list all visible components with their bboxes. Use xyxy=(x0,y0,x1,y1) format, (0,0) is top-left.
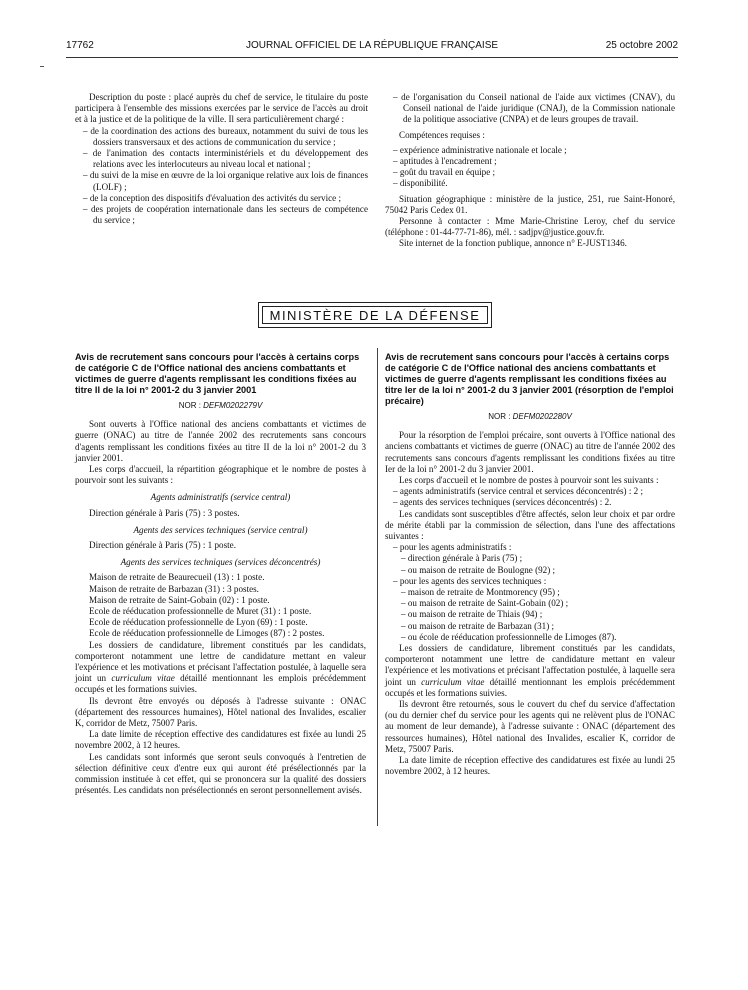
list-item: – ou école de rééducation professionnelle de Limoges (87). xyxy=(401,631,617,642)
paragraph: Les dossiers de candidature, librement constitués par les candidats, comporteront notamment une lettre de candidature mettant en valeur l'expérience et les motivations et précisant l'affectation postulée, à laquelle sera joint un curriculum vitae détaillé mentionnant les emplois précédemment occupés et les formations suivies. xyxy=(75,639,366,695)
section-heading: Agents des services techniques (services déconcentrés) xyxy=(120,557,321,568)
post-line: Ecole de rééducation professionnelle de Limoges (87) : 2 postes. xyxy=(89,628,325,639)
paragraph: Pour la résorption de l'emploi précaire, sont ouverts à l'Office national des anciens combattants et victimes de guerre (ONAC) au titre de l'année 2002 des recrutements sans concours d'agents remplissant les conditions fixées au titre Ier de la loi n° 2001-2 du 3 janvier 2001. xyxy=(385,430,675,474)
competence-item: – expérience administrative nationale et locale ; xyxy=(393,144,567,155)
section-heading: Agents des services techniques (service central) xyxy=(133,524,308,535)
section-heading: Agents administratifs (service central) xyxy=(150,492,291,503)
list-item: – pour les agents des services techniques : xyxy=(393,575,547,586)
paragraph: Les dossiers de candidature, librement constitués par les candidats, comporteront notamment une lettre de candidature mettant en valeur l'expérience et les motivations et précisant l'affectation postulée, à laquelle sera joint un curriculum vitae détaillé mentionnant les emplois précédemment occupés et les formations suivies. xyxy=(385,643,675,698)
competence-item: – goût du travail en équipe ; xyxy=(393,167,496,178)
nor-reference: NOR : DEFM0202279V xyxy=(178,401,263,410)
location: Situation géographique : ministère de la justice, 251, rue Saint-Honoré, 75042 Paris Cedex 01. xyxy=(385,193,675,215)
article-title: Avis de recrutement sans concours pour l'accès à certains corps de catégorie C de l'Office national des anciens combattants et victimes de guerre d'agents remplissant les conditions fixées au titre II de la loi n° 2001-2 du 3 janvier 2001 xyxy=(75,352,360,395)
ministry-heading-box xyxy=(258,302,492,328)
post-line: Direction générale à Paris (75) : 3 postes. xyxy=(89,507,240,518)
journal-title: JOURNAL OFFICIEL DE LA RÉPUBLIQUE FRANÇAISE xyxy=(245,40,499,51)
paragraph: Ils devront être envoyés ou déposés à l'adresse suivante : ONAC (département des ressources humaines), Hôtel national des Invalides, escalier K, corridor de Metz, 75007 Paris. xyxy=(75,695,366,729)
paragraph: Les candidats sont susceptibles d'être affectés, selon leur choix et par ordre de mérite établi par la commission de sélection, dans l'une des affectations suivantes : xyxy=(385,508,675,542)
competence-item: – aptitudes à l'encadrement ; xyxy=(393,156,497,167)
header-rule xyxy=(66,57,678,58)
competences-title: Compétences requises : xyxy=(399,129,485,140)
list-item: – ou maison de retraite de Saint-Gobain (02) ; xyxy=(401,598,569,609)
post-line: Maison de retraite de Barbazan (31) : 3 postes. xyxy=(89,583,259,594)
website-reference: Site internet de la fonction publique, annonce n° E-JUST1346. xyxy=(399,238,627,249)
list-item: – de la conception des dispositifs d'évaluation des activités du service ; xyxy=(83,192,341,203)
list-item: – agents administratifs (service central et services déconcentrés) : 2 ; xyxy=(393,486,643,497)
paragraph: Les corps d'accueil, la répartition géographique et le nombre de postes à pourvoir sont les suivants : xyxy=(75,464,366,486)
list-item: – de la coordination des actions des bureaux, notamment du suivi de tous les dossiers transversaux et des actions de communication du service ; xyxy=(83,125,368,147)
page-header xyxy=(66,40,678,54)
issue-date: 25 octobre 2002 xyxy=(605,40,678,51)
contact-person: Personne à contacter : Mme Marie-Christine Leroy, chef du service (téléphone : 01-44-77-71-86), mél. : sadjpv@justice.gouv.fr. xyxy=(385,216,675,238)
page-number: 17762 xyxy=(66,40,94,51)
post-line: Maison de retraite de Saint-Gobain (02) : 1 poste. xyxy=(89,594,270,605)
list-item: – ou maison de retraite de Thiais (94) ; xyxy=(401,609,543,620)
list-item: – de l'animation des contacts interministériels et du développement des relations avec les interlocuteurs au niveau local et national ; xyxy=(83,148,368,170)
post-line: Ecole de rééducation professionnelle de Muret (31) : 1 poste. xyxy=(89,606,312,617)
list-item: – du suivi de la mise en œuvre de la loi organique relative aux lois de finances (LOLF) ; xyxy=(83,170,368,192)
paragraph: La date limite de réception effective des candidatures est fixée au lundi 25 novembre 2002, à 12 heures. xyxy=(75,729,366,751)
list-item: – agents des services techniques (services déconcentrés) : 2. xyxy=(393,497,612,508)
list-item: – ou maison de retraite de Barbazan (31) ; xyxy=(401,620,555,631)
column-divider xyxy=(377,348,378,826)
post-line: Maison de retraite de Beaurecueil (13) : 1 poste. xyxy=(89,572,265,583)
list-item: – maison de retraite de Montmorency (95) ; xyxy=(401,587,560,598)
margin-mark xyxy=(40,66,44,67)
top-left-column xyxy=(75,92,368,226)
nor-reference: NOR : DEFM0202280V xyxy=(488,412,572,421)
competence-item: – disponibilité. xyxy=(393,178,448,189)
job-description: Description du poste : placé auprès du chef de service, le titulaire du poste participera à l'ensemble des missions exercées par le service de l'accès au droit et à la justice et de la politique de la ville. Il sera particulièrement chargé : xyxy=(75,92,368,125)
paragraph: Sont ouverts à l'Office national des anciens combattants et victimes de guerre (ONAC) au titre de l'année 2002 des recrutements sans concours d'agents remplissant les conditions fixées au titre II de la loi n° 2001-2 du 3 janvier 2001. xyxy=(75,419,366,463)
article-title: Avis de recrutement sans concours pour l'accès à certains corps de catégorie C de l'Office national des anciens combattants et victimes de guerre d'agents remplissant les conditions fixées au titre Ier de la loi n° 2001-2 du 3 janvier 2001 (résorption de l'emploi précaire) xyxy=(385,352,674,406)
paragraph: Les corps d'accueil et le nombre de postes à pourvoir sont les suivants : xyxy=(399,475,659,486)
ministry-heading: MINISTÈRE DE LA DÉFENSE xyxy=(269,307,481,323)
paragraph: La date limite de réception effective des candidatures est fixée au lundi 25 novembre 2002, à 12 heures. xyxy=(385,755,675,777)
list-item: – direction générale à Paris (75) ; xyxy=(401,553,523,564)
right-article xyxy=(385,352,675,778)
list-item: – ou maison de retraite de Boulogne (92) ; xyxy=(401,564,556,575)
list-item: – de l'organisation du Conseil national de l'aide aux victimes (CNAV), du Conseil national de l'aide juridique (CNAJ), de la Commission nationale de la politique associative (CNPA) et de leurs groupes de travail. xyxy=(393,92,675,125)
post-line: Ecole de rééducation professionnelle de Lyon (69) : 1 poste. xyxy=(89,617,308,628)
left-article xyxy=(75,352,366,797)
list-item: – pour les agents administratifs : xyxy=(393,542,512,553)
post-line: Direction générale à Paris (75) : 1 poste. xyxy=(89,540,236,551)
paragraph: Ils devront être retournés, sous le couvert du chef du service d'affectation (ou du dernier chef du service pour les agents qui ne relèvent plus de l'ONAC au moment de leur demande), à l'adresse suivante : ONAC (département des ressources humaines), Hôtel national des Invalides, escalier K, corridor de Metz, 75007 Paris. xyxy=(385,699,675,754)
paragraph: Les candidats sont informés que seront seuls convoqués à l'entretien de sélection définitive ceux d'entre eux qui auront été présélectionnés par la commission instituée à cet effet, qui se prononcera sur la qualité des dossiers présentés. Les candidats non présélectionnés en seront personnellement avisés. xyxy=(75,751,366,796)
list-item: – des projets de coopération internationale dans les secteurs de compétence du service ; xyxy=(83,204,368,226)
top-right-column xyxy=(385,92,675,250)
